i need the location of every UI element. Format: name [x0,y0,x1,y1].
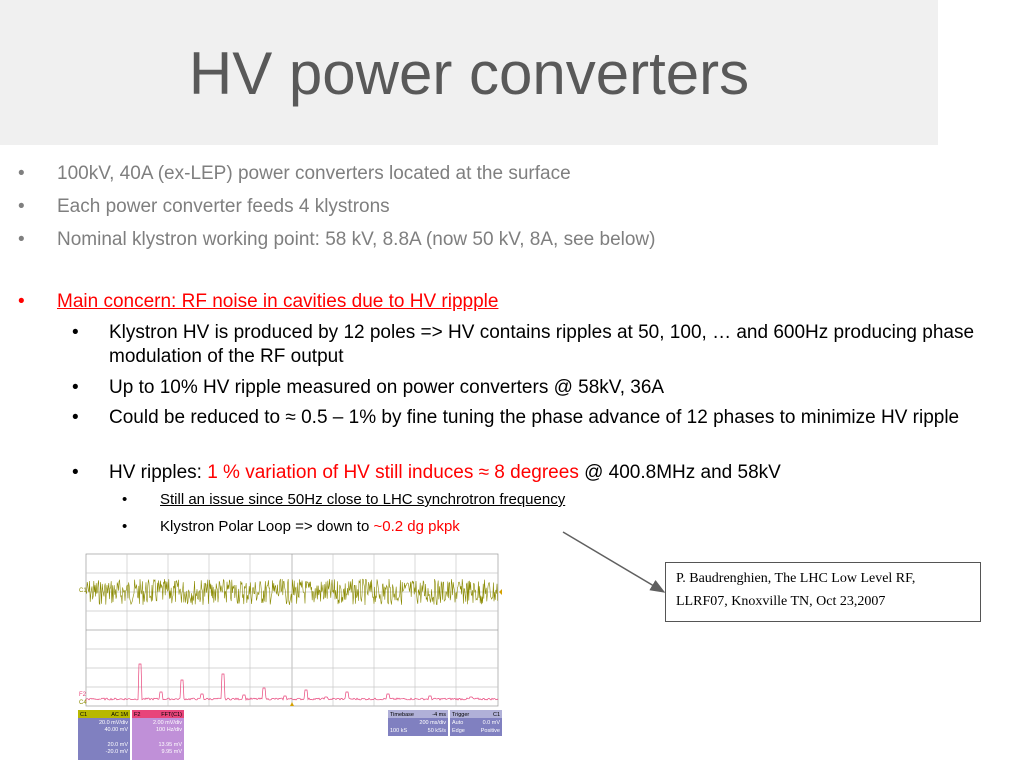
reference-line-2: LLRF07, Knoxville TN, Oct 23,2007 [676,594,886,609]
bullet-2: Each power converter feeds 4 klystrons [57,196,390,217]
f2-label: F2 [134,712,141,718]
reference-line-1: P. Baudrenghien, The LHC Low Level RF, [676,571,916,586]
f2-hdiv: 100 Hz/div [156,727,182,733]
c1-marker: C1 [79,588,87,594]
f2-marker: F2 [79,692,87,698]
bullet-marker: • [72,462,79,483]
sub-bullet-3: Could be reduced to ≈ 0.5 – 1% by fine tuning the phase advance of 12 phases to minimize HV ripple [109,407,960,428]
f2-value-1: 13.95 mV [158,742,182,748]
timebase-value: -4 ms [432,712,446,718]
timebase-rate: 50 kS/s [427,728,446,734]
bullet-marker: • [72,407,79,428]
subsub-bullet-1: Still an issue since 50Hz close to LHC synchrotron frequency [160,491,566,508]
trigger-label: Trigger [452,712,470,718]
f2-vdiv: 2.00 mV/div [152,720,182,726]
trigger-channel: C1 [492,712,500,718]
timebase-panel [388,710,448,736]
oscilloscope-capture [78,552,503,762]
c1-mode: AC 1M [111,712,128,718]
timebase-div: 200 ms/div [419,720,446,726]
sub-bullet-2: Up to 10% HV ripple measured on power converters @ 58kV, 36A [109,377,665,398]
trigger-edge: Edge [452,728,465,734]
trigger-level: 0.0 mV [482,720,500,726]
reference-box [665,562,981,622]
f2-function: FFT(C1) [161,712,182,718]
f2-value-2: 9.95 mV [161,749,182,755]
c1-label: C1 [80,712,88,718]
trigger-mode: Auto [452,720,464,726]
timebase-label: Timebase [390,712,414,718]
sub-bullet-4-prefix: HV ripples: [109,462,208,483]
bullet-marker: • [18,163,25,184]
trigger-panel [450,710,502,736]
slide-title: HV power converters [188,40,750,107]
bullet-marker: • [72,377,79,398]
trigger-slope: Positive [480,728,500,734]
scope-grid [86,554,498,706]
c1-max: 20.0 mV [107,742,128,748]
subsub-bullet-2-highlight: ~0.2 dg pkpk [373,518,460,535]
timebase-samples: 100 kS [390,728,408,734]
sub-bullet-4-highlight: 1 % variation of HV still induces ≈ 8 degrees [207,462,579,483]
bullet-1: 100kV, 40A (ex-LEP) power converters located at the surface [57,163,571,184]
bullet-marker: • [18,229,25,250]
bullet-marker: • [18,196,25,217]
subsub-bullet-2 [160,517,860,537]
bullet-marker: • [122,518,128,535]
f2-panel [132,710,184,760]
bullet-marker: • [18,291,25,312]
c1-panel [78,710,130,760]
c4-marker: C4 [79,700,87,706]
subsub-bullet-2-prefix: Klystron Polar Loop => down to [160,518,374,535]
bullet-3: Nominal klystron working point: 58 kV, 8.8A (now 50 kV, 8A, see below) [57,229,656,250]
sub-bullet-4-suffix: @ 400.8MHz and 58kV [578,462,781,483]
bullet-marker: • [72,322,79,343]
c1-min: -20.0 mV [105,749,128,755]
concern-bullet: Main concern: RF noise in cavities due to HV rippple [57,291,499,312]
sub-bullet-1: Klystron HV is produced by 12 poles => HV contains ripples at 50, 100, … and 600Hz producing phase modulation of the RF output [109,322,975,367]
bullet-marker: • [122,491,128,508]
c1-vdiv: 20.0 mV/div [98,720,128,726]
sub-bullet-4 [109,461,989,485]
c1-offset: 40.00 mV [104,727,128,733]
